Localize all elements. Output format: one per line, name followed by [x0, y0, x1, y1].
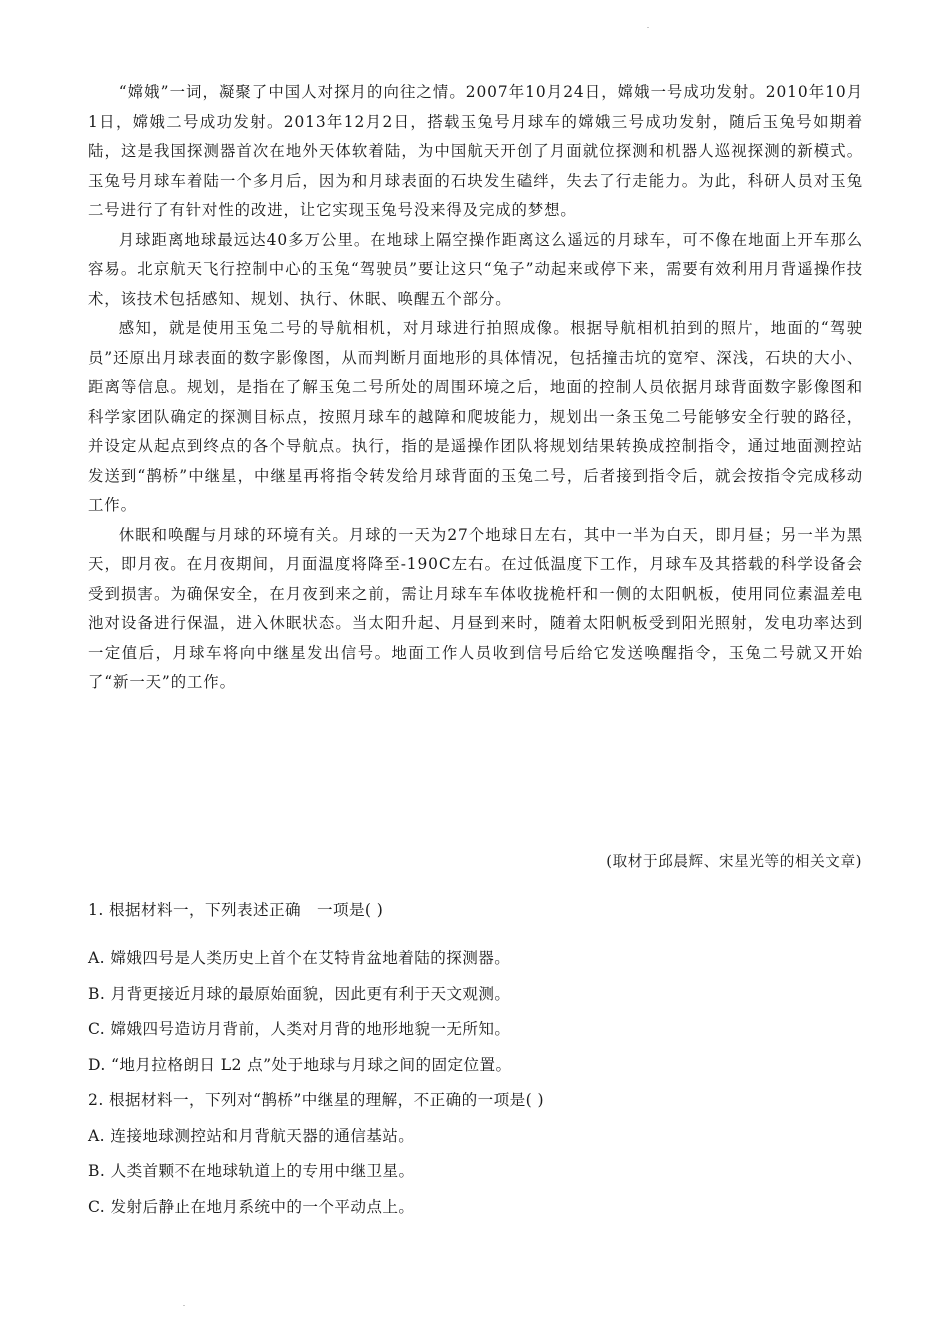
answer-option: C. 嫦娥四号造访月背前，人类对月背的地形地貌一无所知。 — [88, 1020, 511, 1038]
reading-passage — [88, 78, 863, 698]
passage-paragraph: 月球距离地球最远达40多万公里。在地球上隔空操作距离这么遥远的月球车，可不像在地面上开车那么容易。北京航天飞行控制中心的玉兔“驾驶员”要让这只“兔子”动起来或停下来，需要有效利用月背遥操作技术，该技术包括感知、规划、执行、休眠、唤醒五个部分。 — [88, 230, 863, 308]
answer-option: C. 发射后静止在地月系统中的一个平动点上。 — [88, 1198, 415, 1216]
question-stem: 2. 根据材料一，下列对“鹊桥”中继星的理解，不正确的一项是( ) — [88, 1091, 544, 1109]
answer-option: D. “地月拉格朗日 L2 点”处于地球与月球之间的固定位置。 — [88, 1056, 512, 1074]
answer-option: B. 人类首颗不在地球轨道上的专用中继卫星。 — [88, 1162, 415, 1180]
page-speck — [183, 1305, 185, 1306]
passage-paragraph: “嫦娥”一词，凝聚了中国人对探月的向往之情。2007年10月24日，嫦娥一号成功发射。2010年10月1日，嫦娥二号成功发射。2013年12月2日，搭载玉兔号月球车的嫦娥三号成功发射，随后玉兔号如期着陆，这是我国探测器首次在地外天体软着陆，为中国航天开创了月面就位探测和机器人巡视探测的新模式。玉兔号月球车着陆一个多月后，因为和月球表面的石块发生磕绊，失去了行走能力。为此，科研人员对玉兔二号进行了有针对性的改进，让它实现玉兔号没来得及完成的梦想。 — [88, 83, 863, 219]
passage-paragraph: 感知，就是使用玉兔二号的导航相机，对月球进行拍照成像。根据导航相机拍到的照片，地面的“驾驶员”还原出月球表面的数字影像图，从而判断月面地形的具体情况，包括撞击坑的宽窄、深浅，石块的大小、距离等信息。规划，是指在了解玉兔二号所处的周围环境之后，地面的控制人员依据月球背面数字影像图和科学家团队确定的探测目标点，按照月球车的越障和爬坡能力，规划出一条玉兔二号能够安全行驶的路径，并设定从起点到终点的各个导航点。执行，指的是遥操作团队将规划结果转换成控制指令，通过地面测控站发送到“鹊桥”中继星，中继星再将指令转发给月球背面的玉兔二号，后者接到指令后，就会按指令完成移动工作。 — [88, 319, 863, 514]
question-stem: 1. 根据材料一，下列表述正确 一项是( ) — [88, 901, 384, 919]
answer-option: B. 月背更接近月球的最原始面貌，因此更有利于天文观测。 — [88, 985, 511, 1003]
source-citation: (取材于邱晨辉、宋星光等的相关文章) — [606, 853, 862, 870]
answer-option: A. 连接地球测控站和月背航天器的通信基站。 — [88, 1127, 415, 1145]
passage-paragraph: 休眠和唤醒与月球的环境有关。月球的一天为27个地球日左右，其中一半为白天，即月昼；另一半为黑天，即月夜。在月夜期间，月面温度将降至-190C左右。在过低温度下工作，月球车及其搭载的科学设备会受到损害。为确保安全，在月夜到来之前，需让月球车车体收拢桅杆和一侧的太阳帆板，使用同位素温差电池对设备进行保温，进入休眠状态。当太阳升起、月昼到来时，随着太阳帆板受到阳光照射，发电功率达到一定值后，月球车将向中继星发出信号。地面工作人员收到信号后给它发送唤醒指令，玉兔二号就又开始了“新一天”的工作。 — [88, 525, 863, 691]
answer-option: A. 嫦娥四号是人类历史上首个在艾特肯盆地着陆的探测器。 — [88, 949, 511, 967]
page-speck — [647, 27, 649, 28]
